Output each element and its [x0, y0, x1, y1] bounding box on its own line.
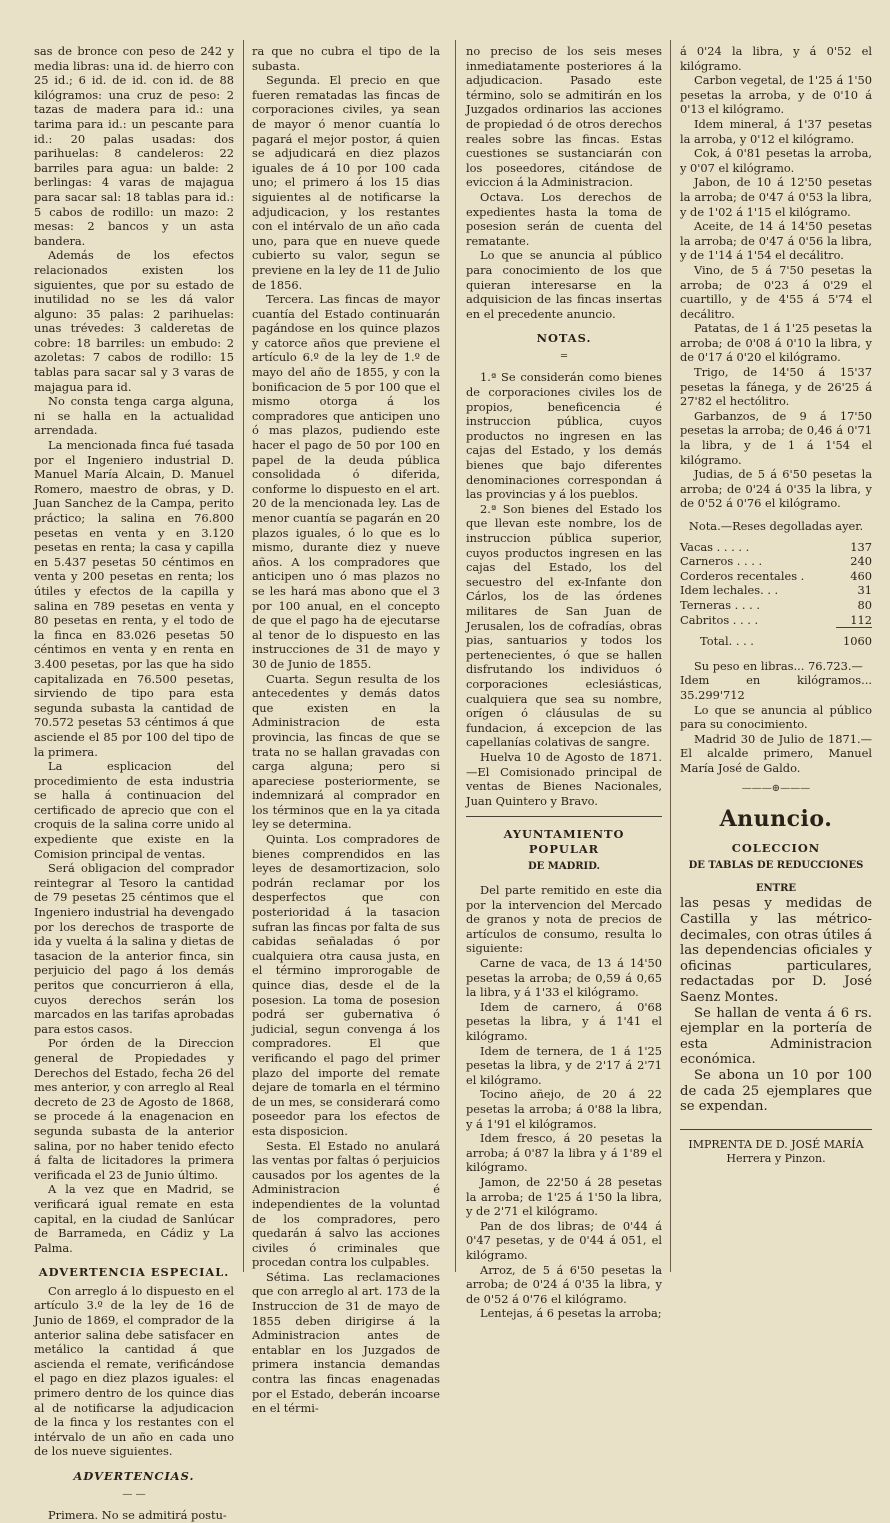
market-report-intro: Del parte remitido en este dia por la intervencion del Mercado de granos y nota de precios de artículos de consumo, resulta lo siguiente:: [466, 883, 662, 956]
row-label: Vacas . . . . .: [680, 539, 750, 554]
price-rice: Arroz, de 5 á 6'50 pesetas la arroba; de 0'24 á 0'35 la libra, y de 0'52 á 0'76 el kilógramo.: [466, 1262, 662, 1306]
row-value: 112: [850, 612, 872, 627]
column-3: [466, 44, 662, 1321]
mayor-signature: Madrid 30 de Julio de 1871.—El alcalde primero, Manuel María José de Galdo.: [680, 731, 872, 775]
continuation-text: ra que no cubra el tipo de la subasta.: [252, 44, 440, 73]
price-potatoes: Patatas, de 1 á 1'25 pesetas la arroba; de 0'08 á 0'10 la libra, y de 0'17 á 0'20 el kilógramo.: [680, 321, 872, 365]
price-wheat: Trigo, de 14'50 á 15'37 pesetas la fánega, y de 26'25 á 27'82 el hectólitro.: [680, 365, 872, 409]
total-label: Total. . . .: [700, 633, 754, 648]
special-notice-text: Con arreglo á lo dispuesto en el artículo 3.º de la ley de 16 de Junio de 1869, el comprador de la anterior salina debe satisfacer en metálico la cantidad á que ascienda el remate, verificándose el pago en diez plazos iguales: el primero dentro de los quince dias al de notificarse la adjudicacion de la finca y los restantes con el intérvalo de un año en cada uno de los nueve siguientes.: [34, 1283, 234, 1459]
slaughter-note-heading: Nota.—Reses degolladas ayer.: [688, 519, 864, 533]
city-council-heading: AYUNTAMIENTO POPULAR: [503, 827, 625, 856]
eighth-notice-text: Octava. Los derechos de expedientes hasta la toma de posesion serán de cuenta del rematante.: [466, 189, 662, 248]
price-soap: Jabon, de 10 á 12'50 pesetas la arroba; de 0'47 á 0'53 la libra, y de 1'02 á 1'15 el kilógramo.: [680, 175, 872, 219]
notes-heading: NOTAS.: [536, 331, 592, 346]
column-4: [680, 44, 872, 1167]
obligation-text: Será obligacion del comprador reintegrar al Tesoro la cantidad de 79 pesetas 25 céntimos que el Ingeniero industrial ha devengado por los derechos de trasporte de ida y vuelta á la salina y dietas de tasacion de la anterior finca, sin perjuicio del pago á los demás peritos que concurrieron á ella, cuyos derechos serán los marcados en las tarifas aprobadas para estos casos.: [34, 861, 234, 1036]
note-2-text: 2.ª Son bienes del Estado los que llevan este nombre, los de instruccion pública superior, cuyos productos ingresen en las cajas del Estado, los del secuestro del ex-Infante don Cárlos, los de las órdenes militares de San Juan de Jerusalen, los de cofradías, obras pias, santuarios y todos los pertenecientes, ó que se hallen disfrutando los individuos ó corporaciones eclesiásticas, cualquiera que sea su nombre, orígen ó cláusulas de su fundacion, á excepcion de las capellanías colativas de sangre.: [466, 501, 662, 750]
table-row: [680, 569, 872, 584]
fourth-notice-text: Cuarta. Segun resulta de los antecedentes y demás datos que existen en la Administracion de esta provincia, las fincas de que se trata no se hallan gravadas con carga alguna; pero si apareciese posteriormente, se indemnizará al comprador en los términos que en la ya citada ley se determina.: [252, 671, 440, 832]
special-notice-heading: ADVERTENCIA ESPECIAL.: [38, 1265, 230, 1280]
price-coke: Cok, á 0'81 pesetas la arroba, y 0'07 el kilógramo.: [680, 146, 872, 175]
row-label: Idem lechales. . .: [680, 583, 779, 598]
unusable-items-text: Además de los efectos relacionados existen los siguientes, que por su estado de inutilidad no se les dá valor alguno: 35 palas: 2 parihuelas: unas trévedes: 3 calderetas de cobre: 18 barriles: un embudo: 2 azoletas: 7 cabos de rodillo: 15 tablas para sacar sal y 3 varas de majagua para id.: [34, 248, 234, 394]
collection-heading: COLECCION: [731, 840, 821, 855]
fifth-notice-text: Quinta. Los compradores de bienes comprendidos en las leyes de desamortizacion, solo podrán reclamar por los desperfectos que con posterioridad á la tasacion sufran las fincas por falta de sus cabidas señaladas ó por cualquiera otra causa justa, en el término improrogable de quince dias, desde el de la posesion. La toma de posesion podrá ser gubernativa ó judicial, segun convenga á los compradores. El que verificando el pago del primer plazo del importe del remate dejare de tomarla en el término de un mes, se considerará como poseedor para los efectos de esta disposicion.: [252, 832, 440, 1138]
advertisement-discount: Se abona un 10 por 100 de cada 25 ejemplares que se expendan.: [680, 1068, 872, 1115]
between-label: ENTRE: [755, 882, 797, 894]
price-lentils: Lentejas, á 6 pesetas la arroba;: [480, 1306, 662, 1321]
table-row: [680, 583, 872, 598]
price-bread: Pan de dos libras; de 0'44 á 0'47 pesetas, y de 0'44 á 051, el kilógramo.: [466, 1218, 662, 1262]
column-rule-1: [243, 40, 244, 1272]
seventh-notice-text: Sétima. Las reclamaciones que con arreglo al art. 173 de la Instruccion de 31 de mayo de 1855 deben dirigirse á la Administracion antes de entablar en los Juzgados de primera instancia demandas contra las fincas enagenadas por el Estado, deberán incoarse en el térmi-: [252, 1269, 440, 1416]
price-mutton: Idem de carnero, á 0'68 pesetas la libra, y á 1'41 el kilógramo.: [466, 999, 662, 1043]
row-label: Terneras . . . .: [680, 597, 761, 612]
ornament-rule: ———⊕———: [741, 782, 811, 794]
ornament-rule: ═: [560, 350, 568, 362]
ornament-rule: — —: [122, 1488, 146, 1500]
price-oil: Aceite, de 14 á 14'50 pesetas la arroba; de 0'47 á 0'56 la libra, y de 1'14 á 1'54 el decálitro.: [680, 219, 872, 263]
price-wine: Vino, de 5 á 7'50 pesetas la arroba; de 0'23 á 0'29 el cuartillo, y de 4'55 á 5'74 el decálitro.: [680, 262, 872, 321]
price-aged-bacon: Tocino añejo, de 20 á 22 pesetas la arroba; á 0'88 la libra, y á 1'91 el kilógramos.: [466, 1087, 662, 1131]
price-fresh-bacon: Idem fresco, á 20 pesetas la arroba; á 0'87 la libra y á 1'89 el kilógramo.: [466, 1131, 662, 1175]
weight-kilograms: Idem en kilógramos... 35.299'712: [680, 673, 872, 702]
tables-subheading: DE TABLAS DE REDUCCIONES: [688, 860, 864, 872]
note-1-text: 1.ª Se considerán como bienes de corporaciones civiles los de propios, beneficencia é instruccion pública, cuyos productos no ingresen en las cajas del Estado, y los demás bienes que bajo diferentes denominaciones correspondan á las provincias y á los pueblos.: [466, 370, 662, 502]
advertisement-body: las pesas y medidas de Castilla y las métrico-decimales, con otras útiles á las dependencias oficiales y oficinas particulares, redactadas por D. José Saenz Montes.: [680, 896, 872, 1006]
first-notice-text: Primera. No se admitirá postu-: [48, 1508, 227, 1523]
price-mineral-coal: Idem mineral, á 1'37 pesetas la arroba, y 0'12 el kilógramo.: [680, 116, 872, 146]
table-row: [680, 598, 872, 613]
inventory-text: sas de bronce con peso de 242 y media libras: una id. de hierro con 25 id.; 6 id. de id. con id. de 88 kilógramos: una cruz de peso: 2 tazas de madera para id.: una tarima para id.: un pescante para id.: 20 palas usadas: dos parihuelas: 8 candeleros: 22 barriles para agua: un balde: 2 berlingas: 4 varas de majagua para sacar sal: 18 tablas para id.: 5 cabos de rodillo: un mazo: 2 mesas: 2 bancos y un asta bandera.: [34, 44, 234, 248]
row-label: Cabritos . . . .: [680, 612, 759, 627]
table-row: [680, 554, 872, 569]
charges-text: No consta tenga carga alguna, ni se halla en la actualidad arrendada.: [34, 394, 234, 438]
column-1: [34, 44, 234, 1523]
valuation-text: La mencionada finca fué tasada por el Ingeniero industrial D. Manuel María Alcain, D. Manuel Romero, maestro de obras, y D. Juan Sanchez de la Campa, perito práctico; la salina en 76.800 pesetas en venta y en 3.120 pesetas en renta; la casa y capilla en 5.437 pesetas 50 céntimos en venta y 200 pesetas en renta; los útiles y efectos de la capilla y salina en 789 pesetas en venta y 80 pesetas en renta, y el todo de la finca en 83.026 pesetas 50 céntimos en venta y en renta en 3.400 pesetas, por las que ha sido capitalizada en 76.500 pesetas, sirviendo de tipo para esta segunda subasta la cantidad de 70.572 pesetas 53 céntimos á que asciende el 85 por 100 del tipo de la primera.: [34, 438, 234, 759]
simultaneous-auction-text: A la vez que en Madrid, se verificará igual remate en esta capital, en la ciudad de Sanlúcar de Barrameda, en Cádiz y La Palma.: [34, 1182, 234, 1255]
column-rule-3: [670, 40, 671, 1272]
table-row: [680, 540, 872, 555]
advertisement-heading: Anuncio.: [719, 806, 833, 833]
row-value: 31: [857, 583, 872, 598]
row-label: Corderos recentales .: [680, 568, 805, 583]
price-beef: Carne de vaca, de 13 á 14'50 pesetas la arroba; de 0,59 á 0,65 la libra, y á 1'33 el kilógramo.: [466, 956, 662, 1000]
price-beans: Judias, de 5 á 6'50 pesetas la arroba; de 0'24 á 0'35 la libra, y de 0'52 á 0'76 el kilógramo.: [680, 467, 872, 511]
city-subheading: DE MADRID.: [527, 861, 601, 873]
price-chickpeas: Garbanzos, de 9 á 17'50 pesetas la arroba; de 0,46 á 0'71 la libra, y de 1 á 1'54 el kilógramo.: [680, 408, 872, 467]
price-ham: Jamon, de 22'50 á 28 pesetas la arroba; de 1'25 á 1'50 la libra, y de 2'71 el kilógramo.: [466, 1174, 662, 1219]
row-value: 460: [850, 568, 872, 583]
continuation-text: no preciso de los seis meses inmediatamente posteriores á la adjudicacion. Pasado este término, solo se admitirán en los Juzgados ordinarios las acciones de propiedad ó de otros derechos reales sobre las fincas. Estas cuestiones se sustanciarán con los poseedores, citándose de eviccion á la Administracion.: [466, 44, 662, 190]
second-notice-text: Segunda. El precio en que fueren rematadas las fincas de corporaciones civiles, ya sean de mayor ó menor cuantía lo pagará el mejor postor, á quien se adjudicará en diez plazos iguales de á 10 por 100 cada uno; el primero á los 15 dias siguientes al de notificarse la adjudicacion, y los restantes con el intérvalo de un año cada uno, para que en nueve quede cubierto su valor, segun se previene en la ley de 11 de Julio de 1856.: [252, 73, 440, 292]
notices-heading: ADVERTENCIAS.: [73, 1469, 195, 1483]
weight-pounds: Su peso en libras... 76.723.—: [694, 658, 863, 673]
column-2: [252, 44, 440, 1416]
row-label: Carneros . . . .: [680, 554, 763, 569]
row-value: 137: [850, 539, 872, 554]
row-value: 80: [857, 597, 872, 612]
procedure-text: La esplicacion del procedimiento de esta industria se halla á continuacion del certificado de aprecio que con el croquis de la salina corre unido al expediente que existe en la Comision principal de ventas.: [34, 759, 234, 861]
advertisement-price: Se hallan de venta á 6 rs. ejemplar en la portería de esta Administracion económica.: [680, 1005, 872, 1068]
public-notice-text: Lo que se anuncia al público para su conocimiento.: [680, 702, 872, 732]
printer-imprint: IMPRENTA DE D. JOSÉ MARÍA Herrera y Pinzon.: [688, 1137, 864, 1166]
third-notice-text: Tercera. Las fincas de mayor cuantía del Estado continuarán pagándose en los quince plazos y catorce años que previene el artículo 6.º de la ley de 1.º de mayo del año de 1855, y con la bonificacion de 5 por 100 que el mismo otorga á los compradores que anticipen uno ó mas plazos, pudiendo este hacer el pago de 50 por 100 en papel de la deuda pública consolidada ó diferida, conforme lo dispuesto en el art. 20 de la mencionada ley. Las de menor cuantía se pagarán en 20 plazos iguales, ó lo que es lo mismo, durante diez y nueve años. A los compradores que anticipen uno ó mas plazos no se les hará mas abono que el 3 por 100 anual, en el concepto de que el pago ha de ejecutarse al tenor de lo dispuesto en las instrucciones de 31 de mayo y 30 de Junio de 1855.: [252, 292, 440, 671]
section-divider: [680, 1129, 872, 1130]
row-value: 240: [850, 554, 872, 569]
section-divider: [466, 816, 662, 817]
announcement-text: Lo que se anuncia al público para conocimiento de los que quieran interesarse en la adquisicion de las fincas insertas en el precedente anuncio.: [466, 248, 662, 321]
sixth-notice-text: Sesta. El Estado no anulará las ventas por faltas ó perjuicios causados por los agentes de la Administracion é independientes de la voluntad de los compradores, pero quedarán á salvo las acciones civiles ó criminales que procedan contra los culpables.: [252, 1138, 440, 1270]
continuation-text: á 0'24 la libra, y á 0'52 el kilógramo.: [680, 44, 872, 73]
total-value: 1060: [836, 628, 872, 649]
order-text: Por órden de la Direccion general de Propiedades y Derechos del Estado, fecha 26 del mes anterior, y con arreglo al Real decreto de 23 de Agosto de 1868, se procede á la enagenacion en segunda subasta de la anterior salina, por no haber tenido efecto á falta de licitadores la primera verificada el 23 de Junio último.: [34, 1036, 234, 1182]
price-charcoal: Carbon vegetal, de 1'25 á 1'50 pesetas la arroba, y de 0'10 á 0'13 el kilógramo.: [680, 73, 872, 117]
table-row: [680, 613, 872, 628]
signature-text: Huelva 10 de Agosto de 1871. —El Comisionado principal de ventas de Bienes Nacionales, Juan Quintero y Bravo.: [466, 749, 662, 808]
slaughter-table: [680, 540, 872, 649]
column-rule-2: [455, 40, 456, 1272]
price-veal: Idem de ternera, de 1 á 1'25 pesetas la libra, y de 2'17 á 2'71 el kilógramo.: [466, 1043, 662, 1087]
table-total-row: [680, 628, 872, 649]
